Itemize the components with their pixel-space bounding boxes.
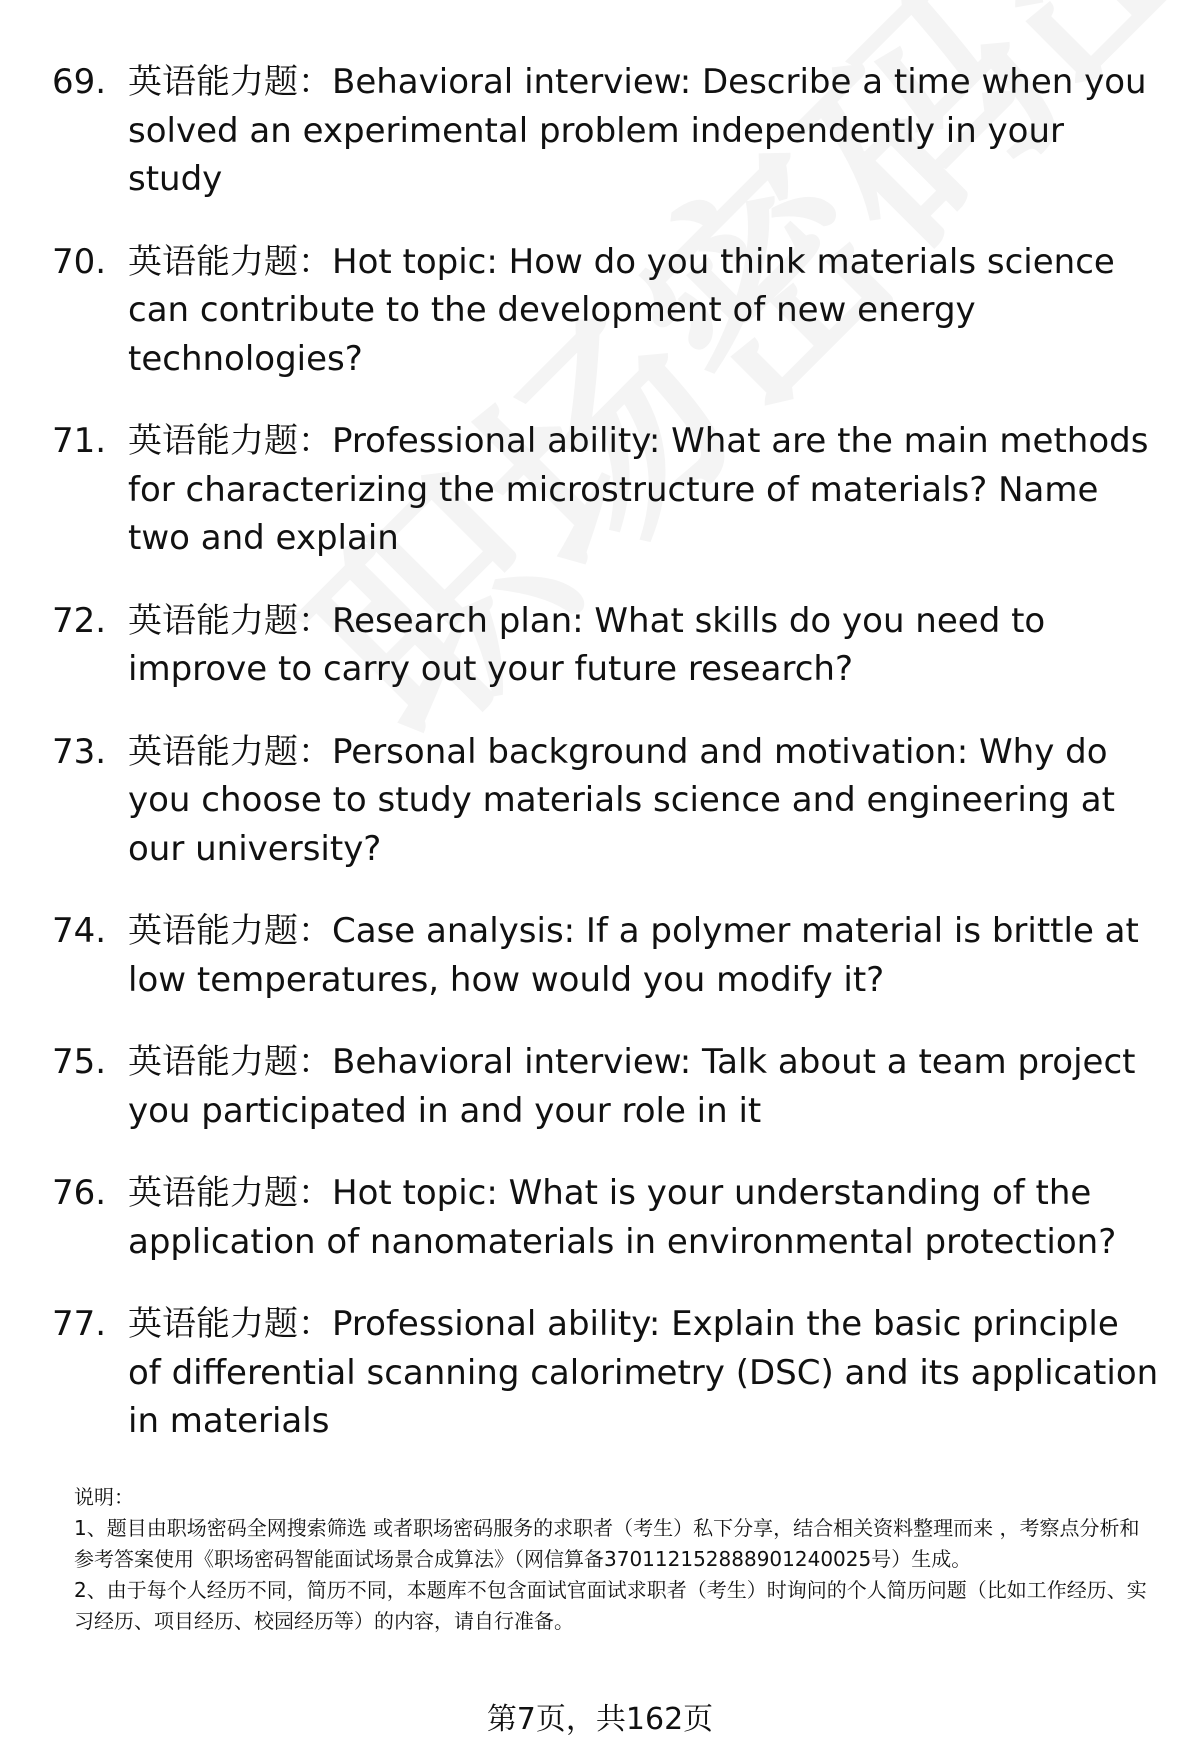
- question-text: 英语能力题：Hot topic: What is your understanding of the application of nanomaterials in environmental protection?: [128, 1173, 1117, 1262]
- question-text: 英语能力题：Professional ability: Explain the basic principle of differential scanning calorimetry (DSC) and its application in materials: [128, 1304, 1159, 1441]
- question-number: 77.: [52, 1304, 107, 1344]
- question-number: 70.: [52, 241, 107, 282]
- question-number: 75.: [52, 1042, 107, 1082]
- question-number: 69.: [52, 62, 107, 102]
- note-item: 1、题目由职场密码全网搜索筛选 或者职场密码服务的求职者（考生）私下分享，结合相关资料整理而来 ，考察点分析和参考答案使用《职场密码智能面试场景合成算法》（网信算备370112152888901240025号）生成。: [74, 1516, 1140, 1571]
- question-text: 英语能力题：Professional ability: What are the main methods for characterizing the microstructure of materials? Name two and explain: [128, 421, 1149, 558]
- question-text: 英语能力题：Case analysis: If a polymer material is brittle at low temperatures, how would you modify it?: [128, 911, 1139, 1000]
- question-item: [52, 417, 1162, 563]
- question-item: [52, 728, 1162, 874]
- page-number: 第7页，共162页: [486, 1702, 714, 1737]
- notes-heading: 说明：: [74, 1485, 134, 1509]
- question-item: [52, 1169, 1162, 1266]
- question-item: [52, 1038, 1162, 1135]
- question-item: [52, 1300, 1162, 1446]
- question-item: [52, 597, 1162, 694]
- question-text: 英语能力题：Hot topic: How do you think materials science can contribute to the development of new energy technologies?: [128, 241, 1115, 379]
- question-text: 英语能力题：Behavioral interview: Describe a time when you solved an experimental problem independently in your study: [128, 62, 1147, 199]
- question-item: [52, 58, 1162, 204]
- question-number: 74.: [52, 911, 107, 951]
- note-item: 2、由于每个人经历不同，简历不同，本题库不包含面试官面试求职者（考生）时询问的个人简历问题（比如工作经历、实习经历、项目经历、校园经历等）的内容，请自行准备。: [74, 1578, 1147, 1633]
- question-text: 英语能力题：Behavioral interview: Talk about a team project you participated in and your role in it: [128, 1042, 1136, 1131]
- question-item: [52, 238, 1162, 384]
- question-number: 71.: [52, 421, 107, 461]
- question-number: 73.: [52, 731, 107, 772]
- question-text: 英语能力题：Research plan: What skills do you need to improve to carry out your future research?: [128, 600, 1046, 689]
- question-item: [52, 907, 1162, 1004]
- question-text: 英语能力题：Personal background and motivation: Why do you choose to study materials science and engineering at our university?: [128, 731, 1115, 869]
- question-number: 72.: [52, 600, 107, 641]
- question-number: 76.: [52, 1173, 107, 1213]
- notes-section: [74, 1482, 1156, 1637]
- question-list: [52, 58, 1162, 1480]
